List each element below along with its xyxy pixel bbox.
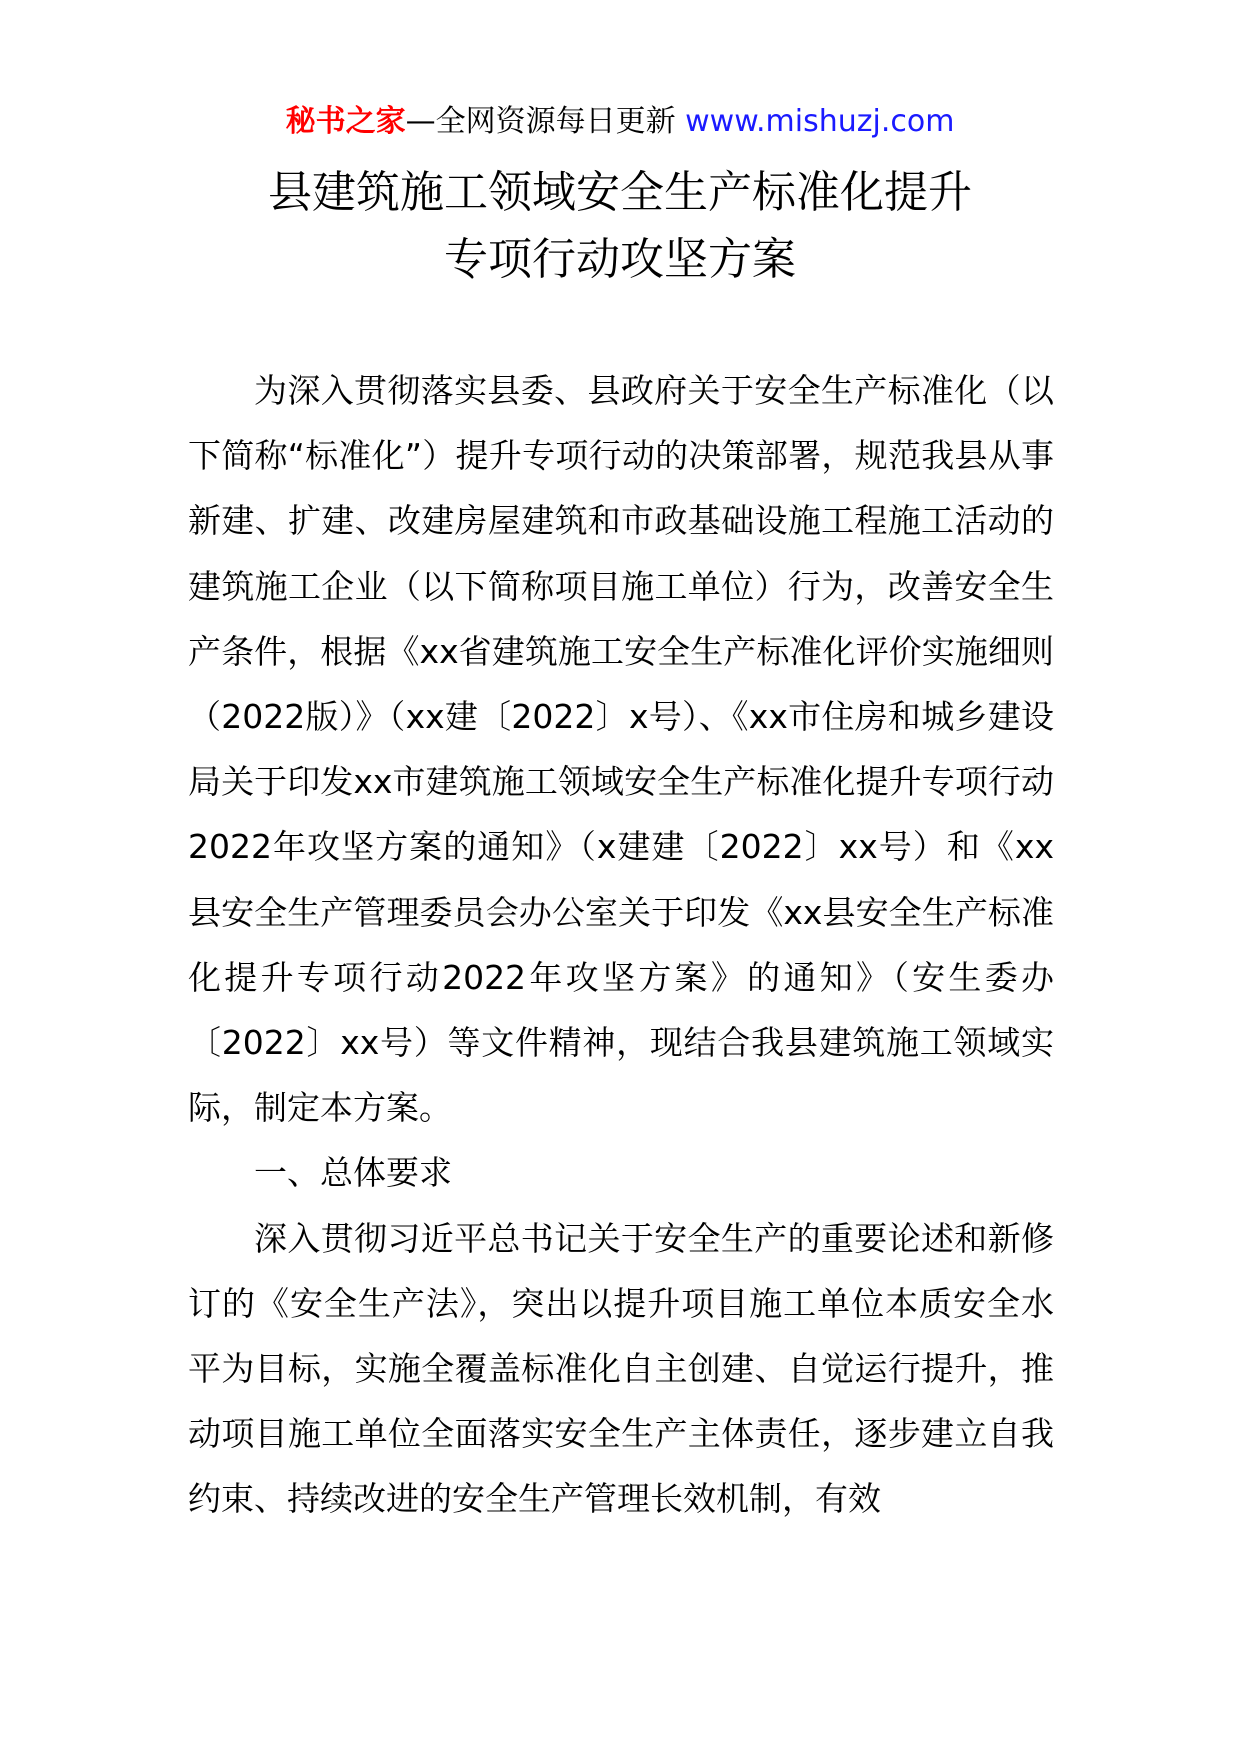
header-tagline: —全网资源每日更新 xyxy=(405,104,686,139)
paragraph-general-requirements: 深入贯彻习近平总书记关于安全生产的重要论述和新修订的《安全生产法》，突出以提升项目施工单位本质安全水平为目标，实施全覆盖标准化自主创建、自觉运行提升，推动项目施工单位全面落实安全生产主体责任，逐步建立自我约束、持续改进的安全生产管理长效机制，有效 xyxy=(188,1218,1054,1519)
document-title-line-2: 专项行动攻坚方案 xyxy=(444,234,796,285)
site-link[interactable]: www.mishuzj.com xyxy=(685,104,955,139)
brand-name: 秘书之家 xyxy=(285,104,406,139)
document-body xyxy=(188,358,1054,1532)
paragraph-intro: 为深入贯彻落实县委、县政府关于安全生产标准化（以下简称“标准化”）提升专项行动的决策部署，规范我县从事新建、扩建、改建房屋建筑和市政基础设施工程施工活动的建筑施工企业（以下简称项目施工单位）行为，改善安全生产条件，根据《xx省建筑施工安全生产标准化评价实施细则（2022版）》（xx建〔2022〕x号）、《xx市住房和城乡建设局关于印发xx市建筑施工领域安全生产标准化提升专项行动2022年攻坚方案的通知》（x建建〔2022〕xx号）和《xx县安全生产管理委员会办公室关于印发《xx县安全生产标准化提升专项行动2022年攻坚方案》的通知》（安生委办〔2022〕xx号）等文件精神，现结合我县建筑施工领域实际，制定本方案。 xyxy=(188,371,1054,1128)
section-heading-general-requirements: 一、总体要求 xyxy=(254,1153,452,1193)
document-title-line-1: 县建筑施工领域安全生产标准化提升 xyxy=(268,167,972,218)
watermark-header xyxy=(0,102,1240,142)
